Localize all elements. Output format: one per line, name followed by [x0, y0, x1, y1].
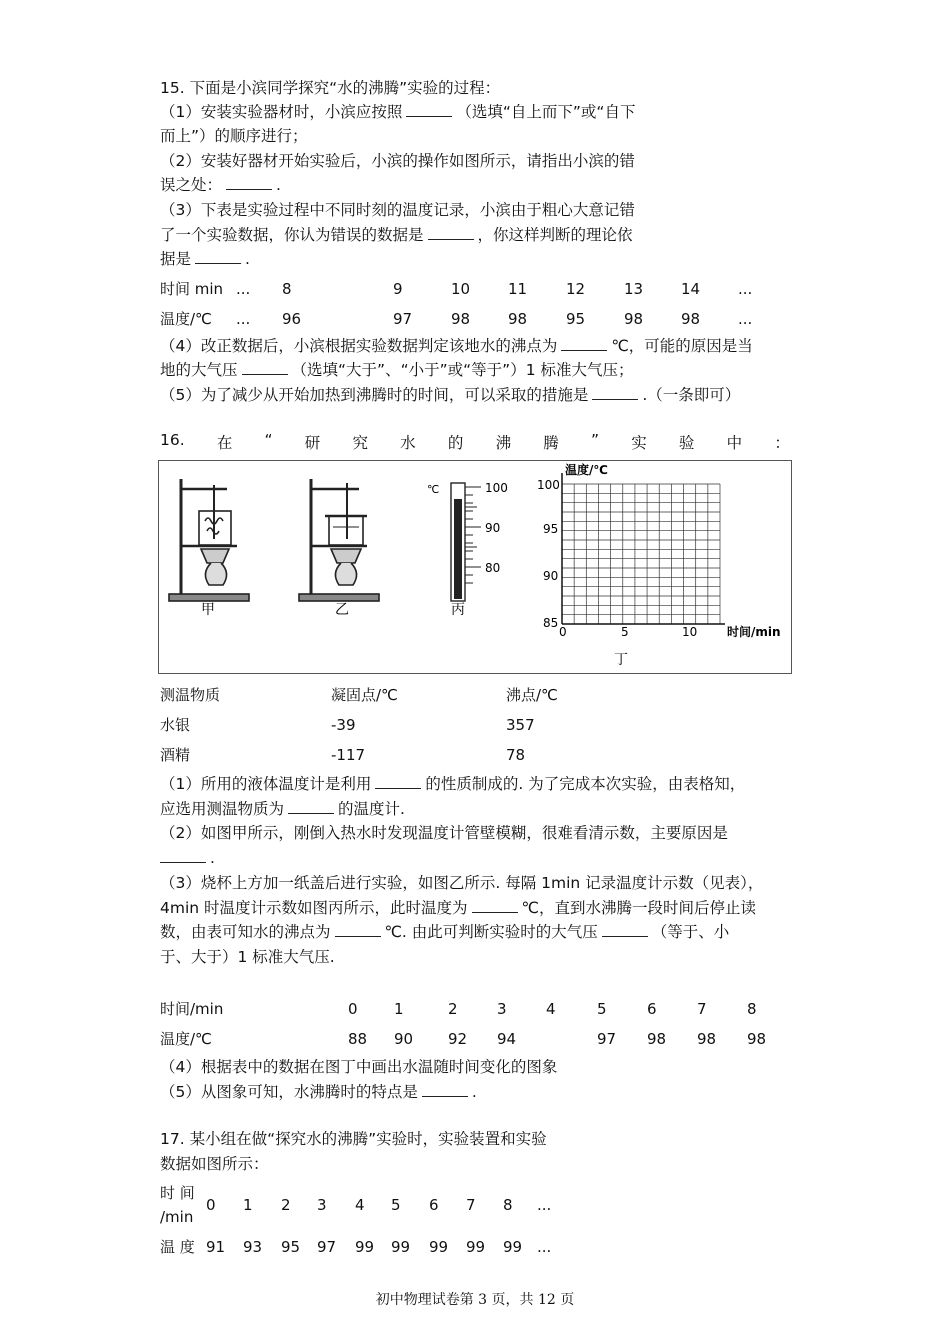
table-row-label: 时间/min [160, 1000, 224, 1018]
table-cell: 99 [355, 1238, 375, 1256]
answer-blank[interactable] [375, 774, 421, 789]
q16-part3: （3）烧杯上方加一纸盖后进行实验，如图乙所示. 每隔 1min 记录温度计示数（见表）， [160, 874, 764, 892]
table-row-label: 温 度 [160, 1238, 195, 1256]
answer-blank[interactable] [592, 385, 638, 400]
table-cell: 99 [429, 1238, 449, 1256]
q16-figure [158, 460, 792, 674]
table-cell: -117 [331, 746, 366, 764]
table-row-label: 时 间 [160, 1184, 195, 1202]
table-cell: 97 [597, 1030, 617, 1048]
table-cell: 13 [624, 280, 644, 298]
table-cell: ... [738, 280, 753, 298]
table-cell: ... [738, 310, 753, 328]
table-cell: 9 [393, 280, 403, 298]
q16-part2-cont: . [160, 848, 215, 868]
q15-part3: （3）下表是实验过程中不同时刻的温度记录，小滨由于粗心大意记错 [160, 201, 635, 219]
table-cell: 96 [282, 310, 302, 328]
q16-part1: （1）所用的液体温度计是利用 的性质制成的. 为了完成本次实验，由表格知， [160, 775, 746, 793]
table-cell: ... [236, 280, 251, 298]
table-cell: 8 [503, 1196, 513, 1214]
q16-part3-cont3: 于、大于）1 标准大气压. [160, 948, 335, 966]
graph-y-tick: 85 [543, 616, 559, 630]
figure-label-jia: 甲 [201, 602, 215, 618]
table-cell: 93 [243, 1238, 263, 1256]
table-cell: -39 [331, 716, 356, 734]
table-cell: 88 [348, 1030, 368, 1048]
figure-label-bing: 丙 [451, 602, 465, 618]
q15-part2-cont: 误之处： . [160, 176, 281, 194]
answer-blank[interactable] [406, 102, 452, 117]
table-cell: 94 [497, 1030, 517, 1048]
q15-part5: （5）为了减少从开始加热到沸腾时的时间，可以采取的措施是 .（一条即可） [160, 386, 741, 404]
table-cell: 1 [394, 1000, 404, 1018]
table-cell: 98 [681, 310, 701, 328]
table-cell: 6 [647, 1000, 657, 1018]
table-cell: 91 [206, 1238, 226, 1256]
thermometer-tick-90: 90 [485, 521, 501, 535]
answer-blank[interactable] [242, 360, 288, 375]
table-cell: 2 [281, 1196, 291, 1214]
graph-y-tick: 100 [537, 478, 560, 492]
table-cell: 98 [647, 1030, 667, 1048]
table-cell: 11 [508, 280, 528, 298]
table-cell: 97 [393, 310, 413, 328]
table-cell: 97 [317, 1238, 337, 1256]
answer-blank[interactable] [226, 175, 272, 190]
table-cell: 7 [466, 1196, 476, 1214]
page-footer: 初中物理试卷第 3 页，共 12 页 [375, 1292, 575, 1308]
answer-blank[interactable] [422, 1082, 468, 1097]
table-cell: 8 [282, 280, 292, 298]
q15-part3-cont: 了一个实验数据，你认为错误的数据是 ，你这样判断的理论依 [160, 226, 633, 244]
table-header: 测温物质 [160, 686, 221, 704]
answer-blank[interactable] [602, 922, 648, 937]
q15-title: 15. 下面是小滨同学探究“水的沸腾”实验的过程： [160, 79, 501, 97]
answer-blank[interactable] [428, 225, 474, 240]
apparatus-yi [299, 479, 379, 601]
table-cell: 90 [394, 1030, 414, 1048]
table-cell: 6 [429, 1196, 439, 1214]
table-cell: 99 [466, 1238, 486, 1256]
q16-part4: （4）根据表中的数据在图丁中画出水温随时间变化的图象 [160, 1058, 558, 1076]
q17-title: 17. 某小组在做“探究水的沸腾”实验时，实验装置和实验 [160, 1130, 547, 1148]
q15-table-row-label: 时间 min [160, 280, 224, 298]
table-cell: 2 [448, 1000, 458, 1018]
q16-part3-cont: 4min 时温度计示数如图丙所示，此时温度为 ℃，直到水沸腾一段时间后停止读 [160, 899, 756, 917]
table-cell: 92 [448, 1030, 468, 1048]
q15-part3-cont2: 据是 . [160, 250, 250, 268]
table-cell: 95 [281, 1238, 301, 1256]
table-cell: 5 [391, 1196, 401, 1214]
q15-table-row-label: 温度/℃ [160, 310, 212, 328]
table-cell: 10 [451, 280, 471, 298]
thermometer-tick-80: 80 [485, 561, 501, 575]
table-cell: 98 [697, 1030, 717, 1048]
table-row-label: /min [160, 1208, 194, 1226]
graph-ding [562, 484, 720, 624]
graph-x-tick: 5 [621, 625, 629, 639]
graph-y-label: 温度/℃ [565, 463, 608, 477]
q15-part4: （4）改正数据后，小滨根据实验数据判定该地水的沸点为 ℃，可能的原因是当 [160, 337, 753, 355]
figure-label-yi: 乙 [335, 602, 349, 618]
table-header: 沸点/℃ [506, 686, 558, 704]
table-cell: 0 [348, 1000, 358, 1018]
q17-title-cont: 数据如图所示： [160, 1155, 269, 1173]
answer-blank[interactable] [472, 898, 518, 913]
table-cell: 357 [506, 716, 535, 734]
table-cell: 4 [546, 1000, 556, 1018]
table-cell: ... [537, 1196, 552, 1214]
table-cell: 14 [681, 280, 701, 298]
table-cell: 8 [747, 1000, 757, 1018]
table-cell: 98 [747, 1030, 767, 1048]
thermometer-unit: ℃ [427, 483, 440, 496]
table-cell: 3 [317, 1196, 327, 1214]
table-cell: 98 [624, 310, 644, 328]
table-cell: 1 [243, 1196, 253, 1214]
table-cell: ... [537, 1238, 552, 1256]
table-cell: 3 [497, 1000, 507, 1018]
q16-part2: （2）如图甲所示，刚倒入热水时发现温度计管壁模糊，很难看清示数，主要原因是 [160, 824, 728, 842]
table-cell: 水银 [160, 716, 191, 734]
q15-part2: （2）安装好器材开始实验后，小滨的操作如图所示，请指出小滨的错 [160, 152, 635, 170]
q15-part4-cont: 地的大气压 （选填“大于”、“小于”或“等于”）1 标准大气压； [160, 361, 634, 379]
graph-y-tick: 95 [543, 522, 559, 536]
thermometer-tick-100: 100 [485, 481, 508, 495]
figure-label-ding: 丁 [614, 652, 628, 668]
table-cell: 98 [451, 310, 471, 328]
table-cell: 98 [508, 310, 528, 328]
table-cell: 0 [206, 1196, 216, 1214]
graph-x-tick: 0 [559, 625, 567, 639]
graph-x-tick: 10 [682, 625, 698, 639]
table-cell: 酒精 [160, 746, 191, 764]
table-cell: 7 [697, 1000, 707, 1018]
answer-blank[interactable] [288, 799, 334, 814]
table-cell: 12 [566, 280, 586, 298]
table-cell: 99 [391, 1238, 411, 1256]
table-cell: 95 [566, 310, 586, 328]
q15-part1-cont: 而上”）的顺序进行； [160, 127, 308, 145]
thermometer-bing [451, 483, 481, 601]
table-cell: ... [236, 310, 251, 328]
answer-blank[interactable] [335, 922, 381, 937]
q16-part1-cont: 应选用测温物质为 的温度计. [160, 800, 405, 818]
table-cell: 99 [503, 1238, 523, 1256]
answer-blank[interactable] [160, 848, 206, 863]
table-cell: 5 [597, 1000, 607, 1018]
apparatus-jia [169, 479, 249, 601]
q16-title: 16. 在 “ 研 究 水 的 沸 腾 ” 实 验 中 ： [160, 431, 790, 452]
table-cell: 4 [355, 1196, 365, 1214]
table-row-label: 温度/℃ [160, 1030, 212, 1048]
q16-part3-cont2: 数，由表可知水的沸点为 ℃. 由此可判断实验时的大气压 （等于、小 [160, 923, 730, 941]
table-header: 凝固点/℃ [331, 686, 398, 704]
q15-part1: （1）安装实验器材时，小滨应按照 （选填“自上而下”或“自下 [160, 103, 636, 121]
graph-x-label: 时间/min [727, 625, 781, 639]
graph-y-tick: 90 [543, 569, 559, 583]
q16-part5: （5）从图象可知，水沸腾时的特点是 . [160, 1083, 477, 1101]
table-cell: 78 [506, 746, 526, 764]
answer-blank[interactable] [561, 336, 607, 351]
answer-blank[interactable] [195, 249, 241, 264]
